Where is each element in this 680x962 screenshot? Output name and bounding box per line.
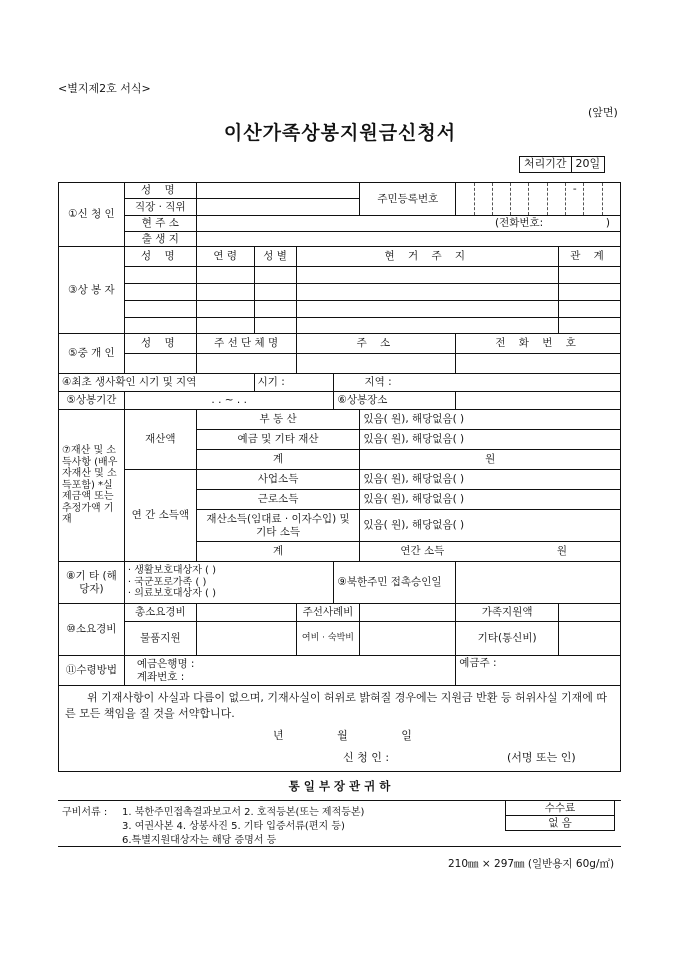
docs-line: 3. 여권사본 4. 상봉사진 5. 기타 입증서류(편지 등) (122, 821, 345, 832)
place-field[interactable] (456, 392, 621, 410)
nk-contact-label: ⑨북한주민 접촉승인일 (334, 562, 456, 604)
recipient: 통 일 부 장 관 귀 하 (288, 779, 391, 793)
reunion-col-residence: 현 거 주 지 (296, 247, 559, 267)
asset-item: 사업소득 (196, 470, 360, 490)
broker-col-phone: 전 화 번 호 (456, 334, 621, 354)
position-label: 직장 · 직위 (124, 198, 196, 215)
birthplace-field[interactable] (196, 232, 620, 247)
period-label: ⑤상봉기간 (59, 392, 125, 410)
bank-name-field[interactable]: 예금은행명 : (136, 658, 195, 671)
reunion-row (59, 318, 621, 334)
first-confirm-region[interactable]: 지역 : (334, 374, 621, 392)
phone-close: ) (605, 217, 610, 230)
expenses-label: ⑩소요경비 (59, 604, 125, 656)
mediation-fee-label: 주선사례비 (296, 604, 360, 622)
page-side: (앞면) (588, 106, 618, 119)
reunion-row (59, 284, 621, 301)
asset-item: 근로소득 (196, 490, 360, 510)
paper-spec: 210㎜ × 297㎜ (일반용지 60g/㎡) (448, 858, 615, 870)
processing-period-box (519, 156, 605, 173)
rrn-dash: - (566, 183, 584, 215)
reunion-row (59, 301, 621, 318)
address-field[interactable] (196, 216, 620, 232)
other-label: ⑧기 타 (해당자) (59, 562, 125, 604)
asset-value[interactable]: 있음( 원), 해당없음( ) (360, 430, 621, 450)
reunion-col-relation: 관 계 (559, 247, 621, 267)
broker-col-name: 성 명 (124, 334, 196, 354)
asset-item: 계 (196, 542, 360, 562)
period-dates[interactable]: . . ~ . . (124, 392, 334, 410)
broker-row (59, 354, 621, 374)
income-label: 연 간 소득액 (124, 470, 196, 562)
asset-item: 예금 및 기타 재산 (196, 430, 360, 450)
reunion-label: ③상 봉 자 (59, 247, 125, 334)
rrn-field[interactable] (456, 183, 621, 216)
etc-expense-label: 기타(통신비) (456, 622, 559, 656)
docs-label: 구비서류 : (62, 807, 108, 818)
place-label: ⑥상봉장소 (334, 392, 456, 410)
asset-value[interactable]: 있음( 원), 해당없음( ) (360, 510, 621, 542)
processing-label: 처리기간 (520, 157, 572, 173)
other-item[interactable]: · 생활보호대상자 ( ) (127, 565, 217, 577)
receive-label: ⑪수령방법 (59, 656, 125, 686)
asset-value[interactable]: 있음( 원), 해당없음( ) (360, 490, 621, 510)
applicant-name-field[interactable] (196, 183, 360, 199)
phone-label: (전화번호: (494, 217, 544, 230)
other-item[interactable]: · 의료보호대상자 ( ) (127, 588, 217, 600)
date-line[interactable]: 년 월 일 (273, 729, 412, 742)
account-field[interactable]: 계좌번호 : (136, 670, 185, 683)
assets-label: ⑦재산 및 소득사항 (배우자재산 및 소득포함) *실제금액 또는 추정가액 기재 (59, 410, 125, 562)
reunion-col-age: 연 령 (196, 247, 254, 267)
annual-income-unit: 원 (556, 545, 567, 558)
asset-value[interactable]: 있음( 원), 해당없음( ) (360, 410, 621, 430)
broker-col-address: 주 소 (296, 334, 456, 354)
first-confirm-time[interactable]: 시기 : (254, 374, 334, 392)
property-label: 재산액 (124, 410, 196, 470)
total-expense-label: 총소요경비 (124, 604, 196, 622)
reunion-col-name: 성 명 (124, 247, 196, 267)
family-support-label: 가족지원액 (456, 604, 559, 622)
reunion-col-sex: 성 별 (254, 247, 296, 267)
broker-col-org: 주 선 단 체 명 (196, 334, 296, 354)
page-title: 이산가족상봉지원금신청서 (223, 122, 457, 144)
position-field[interactable] (196, 198, 360, 215)
processing-value: 20일 (571, 157, 605, 173)
asset-value[interactable] (360, 542, 621, 562)
pledge-text: 위 기재사항이 사실과 다름이 없으며, 기재사실이 허위로 밝혀질 경우에는 지원금 반환 등 허위사실 기재에 따른 모든 책임을 질 것을 서약합니다. (65, 691, 607, 720)
asset-item: 부 동 산 (196, 410, 360, 430)
applicant-label: ①신 청 인 (59, 183, 125, 247)
fee-label: 수수료 (506, 801, 615, 816)
form-number: <별지제2호 서식> (58, 82, 151, 95)
docs-line: 1. 북한주민접촉결과보고서 2. 호적등본(또는 제적등본) (122, 807, 365, 818)
annual-income-label: 연간 소득 (400, 545, 445, 558)
other-item[interactable]: · 국군포로가족 ( ) (127, 576, 207, 588)
asset-value[interactable]: 있음( 원), 해당없음( ) (360, 470, 621, 490)
fee-value: 없 음 (506, 816, 615, 831)
address-label: 현 주 소 (124, 216, 196, 232)
birthplace-label: 출 생 지 (124, 232, 196, 247)
application-form (58, 182, 621, 793)
reunion-row (59, 267, 621, 284)
signature-seal[interactable]: (서명 또는 인) (507, 751, 576, 764)
signature-label: 신 청 인 : (343, 751, 390, 764)
broker-label: ⑤중 개 인 (59, 334, 125, 374)
holder-field[interactable]: 예금주 : (456, 656, 621, 686)
fee-box (505, 800, 615, 831)
rrn-label: 주민등록번호 (360, 183, 456, 216)
first-confirm-label: ④최초 생사확인 시기 및 지역 (59, 374, 255, 392)
asset-value[interactable]: 원 (360, 450, 621, 470)
docs-line: 6.특별지원대상자는 해당 증명서 등 (122, 835, 277, 846)
nk-contact-field[interactable] (456, 562, 621, 604)
goods-support-label: 물품지원 (124, 622, 196, 656)
applicant-name-label: 성 명 (124, 183, 196, 199)
asset-item: 계 (196, 450, 360, 470)
travel-label: 여비 · 숙박비 (296, 622, 360, 656)
asset-item: 재산소득(임대료 · 이자수입) 및 기타 소득 (196, 510, 360, 542)
